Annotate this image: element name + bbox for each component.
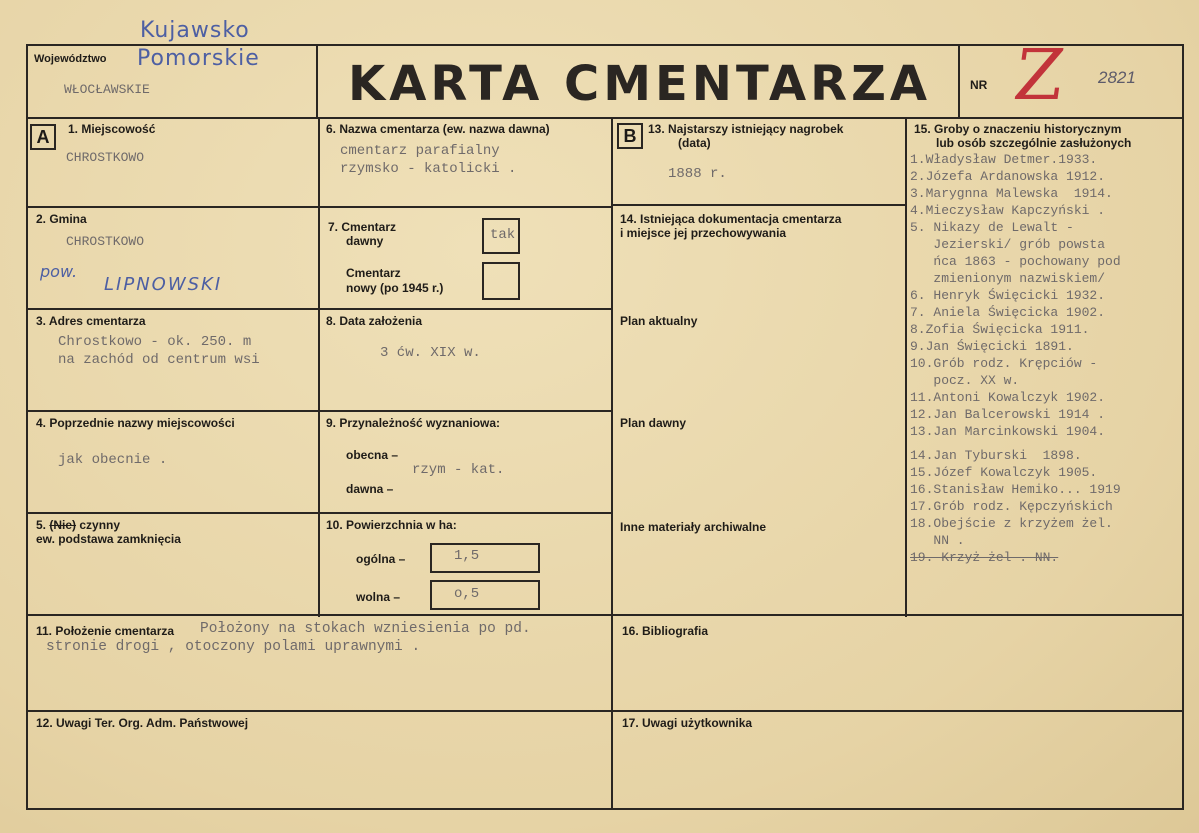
- row-div-a3: [26, 410, 613, 412]
- grave-entry: 8.Zofia Święcicka 1911.: [910, 322, 1090, 337]
- field-10-ogolna: ogólna –: [356, 552, 406, 566]
- field-5-label: 5. (Nie) czynny: [36, 518, 121, 532]
- grave-entry: 14.Jan Tyburski 1898.: [910, 448, 1082, 463]
- field-14-label-1: 14. Istniejąca dokumentacja cmentarza: [620, 212, 842, 226]
- field-13-label-2: (data): [678, 136, 711, 150]
- frame-bottom: [26, 808, 1184, 810]
- grave-entry: 5. Nikazy de Lewalt -: [910, 220, 1074, 235]
- grave-entry: ńca 1863 - pochowany pod: [910, 254, 1121, 269]
- field-2-pow-value: LIPNOWSKI: [104, 274, 223, 295]
- grave-entry: 18.Obejście z krzyżem żel.: [910, 516, 1113, 531]
- graves-list: [910, 152, 1182, 572]
- field-1-label: 1. Miejscowość: [68, 122, 156, 136]
- row-div-a1: [26, 206, 613, 208]
- header-vdiv-2: [958, 44, 960, 119]
- field-7-label: 7. Cmentarz: [328, 220, 397, 234]
- field-6-line1: cmentarz parafialny: [340, 143, 500, 159]
- field-10-wolna-value: o,5: [454, 586, 480, 602]
- grave-entry: Jezierski/ grób powsta: [910, 237, 1106, 252]
- nr-mark: Z: [1009, 34, 1070, 116]
- field-7-nowy-line2: nowy (po 1945 r.): [346, 281, 444, 295]
- field-15-label-1: 15. Groby o znaczeniu historycznym: [914, 122, 1122, 136]
- wojewodztwo-value: WŁOCŁAWSKIE: [64, 82, 150, 97]
- grave-entry: 15.Józef Kowalczyk 1905.: [910, 465, 1098, 480]
- field-9-label: 9. Przynależność wyznaniowa:: [326, 416, 501, 430]
- field-3-label: 3. Adres cmentarza: [36, 314, 146, 328]
- field-16-label: 16. Bibliografia: [622, 624, 709, 638]
- page-title: KARTA CMENTARZA: [348, 56, 932, 112]
- field-9-obecna-value: rzym - kat.: [412, 462, 505, 478]
- grave-entry-struck: 19. Krzyż żel . NN.: [910, 550, 1059, 565]
- col-div-2: [611, 117, 613, 810]
- grave-entry: pocz. XX w.: [910, 373, 1020, 388]
- field-10-label: 10. Powierzchnia w ha:: [326, 518, 457, 532]
- grave-entry: zmienionym nazwiskiem/: [910, 271, 1106, 286]
- field-10-ogolna-box: [430, 543, 540, 573]
- row-div-b1: [611, 204, 907, 206]
- region-handwritten-1: Kujawsko: [140, 18, 250, 43]
- grave-entry: 12.Jan Balcerowski 1914 .: [910, 407, 1106, 422]
- grave-entry: 17.Grób rodz. Kępczyńskich: [910, 499, 1113, 514]
- field-12-label: 12. Uwagi Ter. Org. Adm. Państwowej: [36, 716, 249, 730]
- grave-entry: 16.Stanisław Hemiko... 1919: [910, 482, 1121, 497]
- wojewodztwo-label: Województwo: [34, 53, 107, 65]
- grave-entry: 9.Jan Święcicki 1891.: [910, 339, 1074, 354]
- region-handwritten-2: Pomorskie: [137, 46, 260, 71]
- field-9-obecna: obecna –: [346, 448, 399, 462]
- nr-label: NR: [970, 78, 988, 92]
- field-3-line2: na zachód od centrum wsi: [58, 352, 260, 368]
- frame-left: [26, 44, 28, 810]
- row-div-low: [26, 710, 1184, 712]
- field-5-label-line2: ew. podstawa zamknięcia: [36, 532, 181, 546]
- field-11-line2: stronie drogi , otoczony polami uprawnymi .: [46, 639, 421, 655]
- field-2-value: CHROSTKOWO: [66, 234, 145, 249]
- grave-entry: 1.Władysław Detmer.1933.: [910, 152, 1098, 167]
- field-2-label: 2. Gmina: [36, 212, 87, 226]
- field-8-value: 3 ćw. XIX w.: [380, 345, 481, 361]
- field-11-label: 11. Położenie cmentarza: [36, 624, 175, 638]
- section-b-letter: B: [617, 123, 643, 149]
- field-4-label: 4. Poprzednie nazwy miejscowości: [36, 416, 235, 430]
- field-7-dawny: dawny: [346, 234, 384, 248]
- field-10-wolna: wolna –: [356, 590, 401, 604]
- frame-right: [1182, 44, 1184, 810]
- grave-entry: 11.Antoni Kowalczyk 1902.: [910, 390, 1106, 405]
- field-7-nowy-box: [482, 262, 520, 300]
- field-10-wolna-box: [430, 580, 540, 610]
- field-2-pow: pow.: [40, 262, 78, 281]
- grave-entry: 7. Aniela Święcicka 1902.: [910, 305, 1106, 320]
- field-17-label: 17. Uwagi użytkownika: [622, 716, 753, 730]
- row-div-a4: [26, 512, 613, 514]
- field-14-label-2: i miejsce jej przechowywania: [620, 226, 787, 240]
- field-11-line1: Położony na stokach wzniesienia po pd.: [200, 621, 531, 637]
- row-div-a2: [26, 308, 613, 310]
- grave-entry: 6. Henryk Święcicki 1932.: [910, 288, 1106, 303]
- nr-value: 2821: [1098, 68, 1136, 87]
- field-13-value: 1888 r.: [668, 166, 727, 182]
- field-6-line2: rzymsko - katolicki .: [340, 161, 517, 177]
- frame-top: [26, 44, 1184, 46]
- row-div-mid: [26, 614, 1184, 616]
- field-8-label: 8. Data założenia: [326, 314, 423, 328]
- grave-entry: 4.Mieczysław Kapczyński .: [910, 203, 1106, 218]
- plan-dawny-label: Plan dawny: [620, 416, 687, 430]
- header-vdiv-1: [316, 44, 318, 119]
- inne-materialy-label: Inne materiały archiwalne: [620, 520, 767, 534]
- grave-entry: 10.Grób rodz. Krępciów -: [910, 356, 1098, 371]
- grave-entry: 13.Jan Marcinkowski 1904.: [910, 424, 1106, 439]
- col-div-3: [905, 117, 907, 617]
- field-6-label: 6. Nazwa cmentarza (ew. nazwa dawna): [326, 122, 550, 136]
- field-7-dawny-value: tak: [490, 227, 516, 243]
- grave-entry: 2.Józefa Ardanowska 1912.: [910, 169, 1106, 184]
- field-9-dawna: dawna –: [346, 482, 394, 496]
- grave-entry: NN .: [910, 533, 965, 548]
- field-10-ogolna-value: 1,5: [454, 548, 480, 564]
- plan-aktualny-label: Plan aktualny: [620, 314, 698, 328]
- field-3-line1: Chrostkowo - ok. 250. m: [58, 334, 252, 350]
- field-7-nowy-line1: Cmentarz: [346, 266, 401, 280]
- field-5-label-rest: czynny: [76, 518, 121, 532]
- field-15-label-2: lub osób szczególnie zasłużonych: [936, 136, 1132, 150]
- section-a-letter: A: [30, 124, 56, 150]
- grave-entry: 3.Marygnna Malewska 1914.: [910, 186, 1113, 201]
- header-divider: [26, 117, 1184, 119]
- field-4-value: jak obecnie .: [58, 452, 168, 468]
- field-1-value: CHROSTKOWO: [66, 150, 145, 165]
- field-5-struck: (Nie): [49, 518, 77, 532]
- field-13-label-1: 13. Najstarszy istniejący nagrobek: [648, 122, 844, 136]
- col-div-1: [318, 117, 320, 617]
